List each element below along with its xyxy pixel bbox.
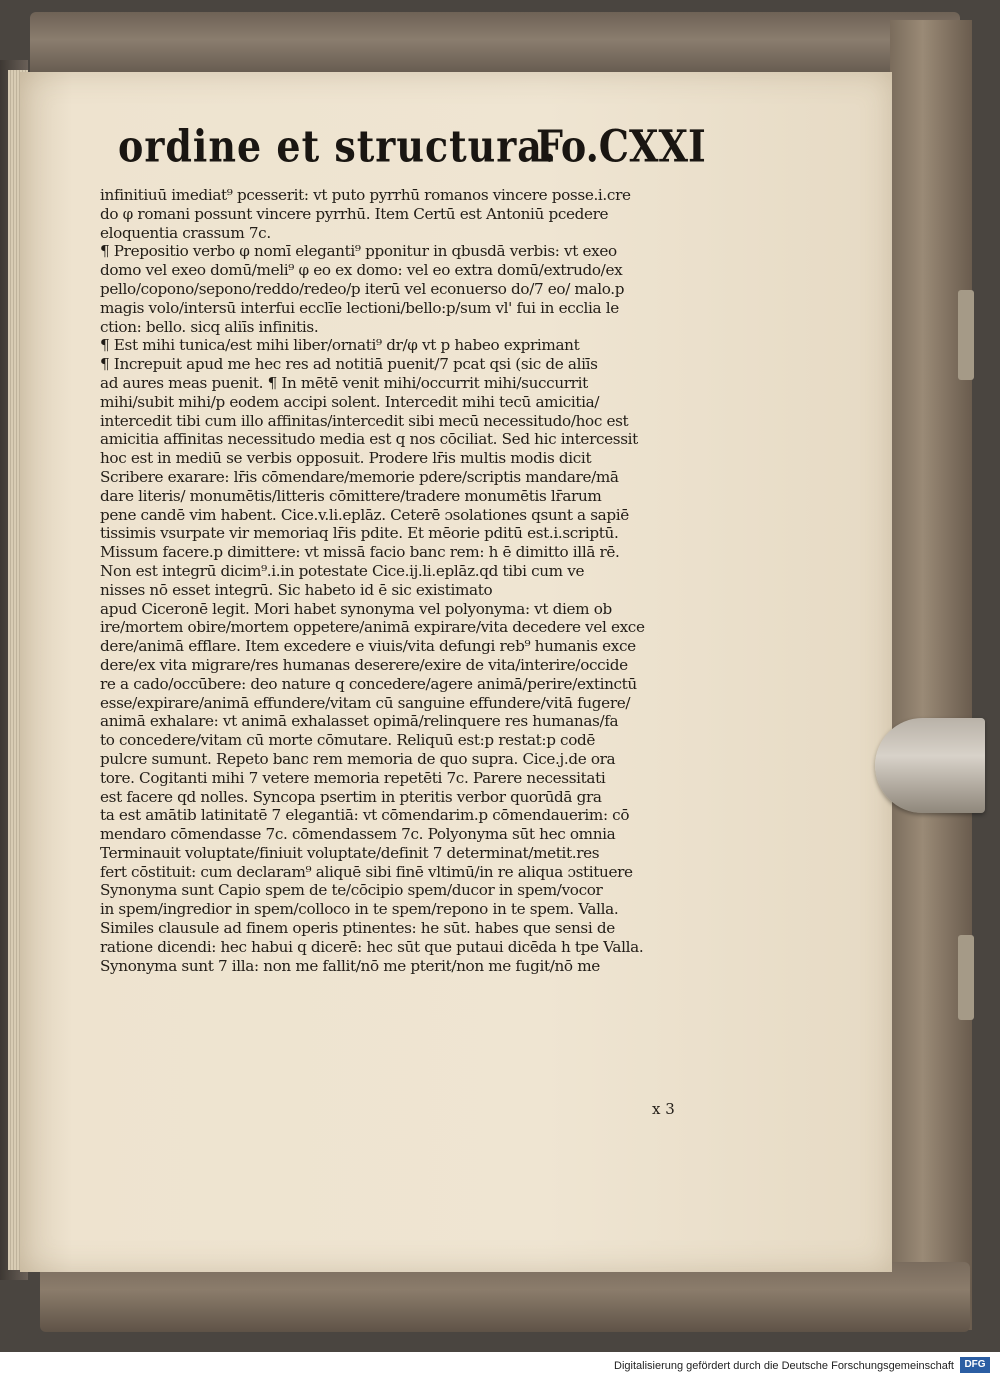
text-line: tissimis vsurpate vir memoriaq lr̄is pdite. Et mēorie pditū est.i.scriptū. bbox=[100, 524, 619, 543]
text-line: pene candē vim habent. Cice.v.li.eplāz. Ceterē ɔsolationes qsunt a sapiē bbox=[100, 505, 629, 524]
text-line: Synonyma sunt 7 illa: non me fallit/nō me pterit/non me fugit/nō me bbox=[100, 956, 600, 975]
text-line: dere/ex vita migrare/res humanas deserere/exire de vita/interire/occide bbox=[100, 655, 628, 674]
text-line: to concedere/vitam cū morte cōmutare. Reliquū est:p restat:p codē bbox=[100, 731, 596, 750]
text-line: infinitiuū imediat⁹ pcesserit: vt puto pyrrhū romanos vincere posse.i.cre bbox=[100, 186, 631, 204]
page-header bbox=[118, 120, 738, 184]
text-line: Terminauit voluptate/finiuit voluptate/definit 7 determinat/metit.res bbox=[100, 843, 600, 862]
text-line: dere/animā efflare. Item excedere e viuis/vita defungi reb⁹ humanis exce bbox=[100, 637, 636, 656]
dfg-logo: DFG bbox=[960, 1357, 990, 1373]
text-line: mendaro cōmendasse 7c. cōmendassem 7c. Polyonyma sūt hec omnia bbox=[100, 825, 616, 844]
text-line: est facere qd nolles. Syncopa psertim in pteritis verbor quorūdā gra bbox=[100, 787, 602, 806]
text-line: intercedit tibi cum illo affinitas/intercedit sibi mecū necessitudo/hoc est bbox=[100, 411, 629, 430]
text-line: apud Ciceronē legit. Mori habet synonyma vel polyonyma: vt diem ob bbox=[100, 599, 612, 618]
text-line: ¶ Prepositio verbo φ nomī eleganti⁹ pponitur in qbusdā verbis: vt exeo bbox=[100, 242, 617, 261]
page-tab-marker bbox=[958, 935, 974, 1020]
text-line: mihi/subit mihi/p eodem accipi solent. Intercedit mihi tecū amicitia/ bbox=[100, 392, 600, 411]
text-line: ¶ Increpuit apud me hec res ad notitiā puenit/7 pcat qsi (sic de aliīs bbox=[100, 355, 598, 374]
body-text bbox=[100, 186, 740, 975]
text-line: ¶ Est mihi tunica/est mihi liber/ornati⁹ dr/φ vt p habeo exprimant bbox=[100, 336, 580, 355]
text-line: dare literis/ monumētis/litteris cōmittere/tradere monumētis lr̄arum bbox=[100, 486, 602, 505]
text-line: re a cado/occūbere: deo nature q concedere/agere animā/perire/extinctū bbox=[100, 674, 637, 693]
text-line: magis volo/intersū interfui ecclīe lectioni/bello:p/sum vl' fui in ecclia le bbox=[100, 298, 619, 317]
text-line: ire/mortem obire/mortem oppetere/animā expirare/vita decedere vel exce bbox=[100, 618, 645, 637]
metal-clasp bbox=[875, 718, 985, 813]
book-cover-right bbox=[890, 20, 972, 1330]
text-line: pulcre sumunt. Repeto banc rem memoria de quo supra. Cice.j.de ora bbox=[100, 749, 616, 768]
text-line: Non est integrū dicim⁹.i.in potestate Cice.ij.li.eplāz.qd tibi cum ve bbox=[100, 561, 585, 580]
footer-credit: Digitalisierung gefördert durch die Deutsche Forschungsgemeinschaft bbox=[614, 1360, 954, 1372]
text-line: do φ romani possunt vincere pyrrhū. Item Certū est Antoniū pcedere bbox=[100, 204, 609, 223]
text-line: Synonyma sunt Capio spem de te/cōcipio spem/ducor in spem/vocor bbox=[100, 881, 603, 900]
text-line: animā exhalare: vt animā exhalasset opimā/relinquere res humanas/fa bbox=[100, 712, 619, 731]
text-line: ratione dicendi: hec habui q dicerē: hec sūt que putaui dicēda h tpe Valla. bbox=[100, 937, 644, 956]
text-line: pello/copono/sepono/reddo/redeo/p iterū vel econuerso do/7 eo/ malo.p bbox=[100, 279, 625, 298]
signature-mark: x 3 bbox=[652, 1100, 675, 1118]
text-line: ction: bello. sicq aliīs infinitis. bbox=[100, 317, 319, 336]
text-line: amicitia affinitas necessitudo media est q nos cōciliat. Sed hic intercessit bbox=[100, 430, 638, 449]
text-line: domo vel exeo domū/meli⁹ φ eo ex domo: vel eo extra domū/extrudo/ex bbox=[100, 261, 623, 280]
digitization-footer bbox=[0, 1352, 1000, 1382]
text-line: eloquentia crassum 7c. bbox=[100, 223, 271, 242]
text-line: esse/expirare/animā effundere/vitam cū sanguine effundere/vitā fugere/ bbox=[100, 693, 631, 712]
text-line: ta est amātib latinitatē 7 elegantiā: vt cōmendarim.p cōmendauerim: cō bbox=[100, 806, 630, 825]
page-tab-marker bbox=[958, 290, 974, 380]
text-line: Missum facere.p dimittere: vt missā facio banc rem: h ē dimitto illā rē. bbox=[100, 543, 620, 562]
text-line: tore. Cogitanti mihi 7 vetere memoria repetēti 7c. Parere necessitati bbox=[100, 768, 606, 787]
text-line: nisses nō esset integrū. Sic habeto id ē sic existimato bbox=[100, 580, 493, 599]
book-cover-bottom bbox=[40, 1262, 970, 1332]
text-line: Similes clausule ad finem operis ptinentes: he sūt. habes que sensi de bbox=[100, 919, 615, 938]
text-line: in spem/ingredior in spem/colloco in te spem/repono in te spem. Valla. bbox=[100, 900, 619, 919]
text-line: ad aures meas puenit. ¶ In mētē venit mihi/occurrit mihi/succurrit bbox=[100, 373, 588, 392]
text-line: Scribere exarare: lr̄is cōmendare/memorie pdere/scriptis mandare/mā bbox=[100, 467, 619, 486]
text-line: fert cōstituit: cum declaram⁹ aliquē sibi finē vltimū/in re aliqua ɔstituere bbox=[100, 862, 633, 881]
text-line: hoc est in mediū se verbis opposuit. Prodere lr̄is multis modis dicit bbox=[100, 449, 592, 468]
folio-number: Fo.CXXI bbox=[536, 120, 706, 172]
running-head: ordine et structura. bbox=[118, 120, 558, 172]
